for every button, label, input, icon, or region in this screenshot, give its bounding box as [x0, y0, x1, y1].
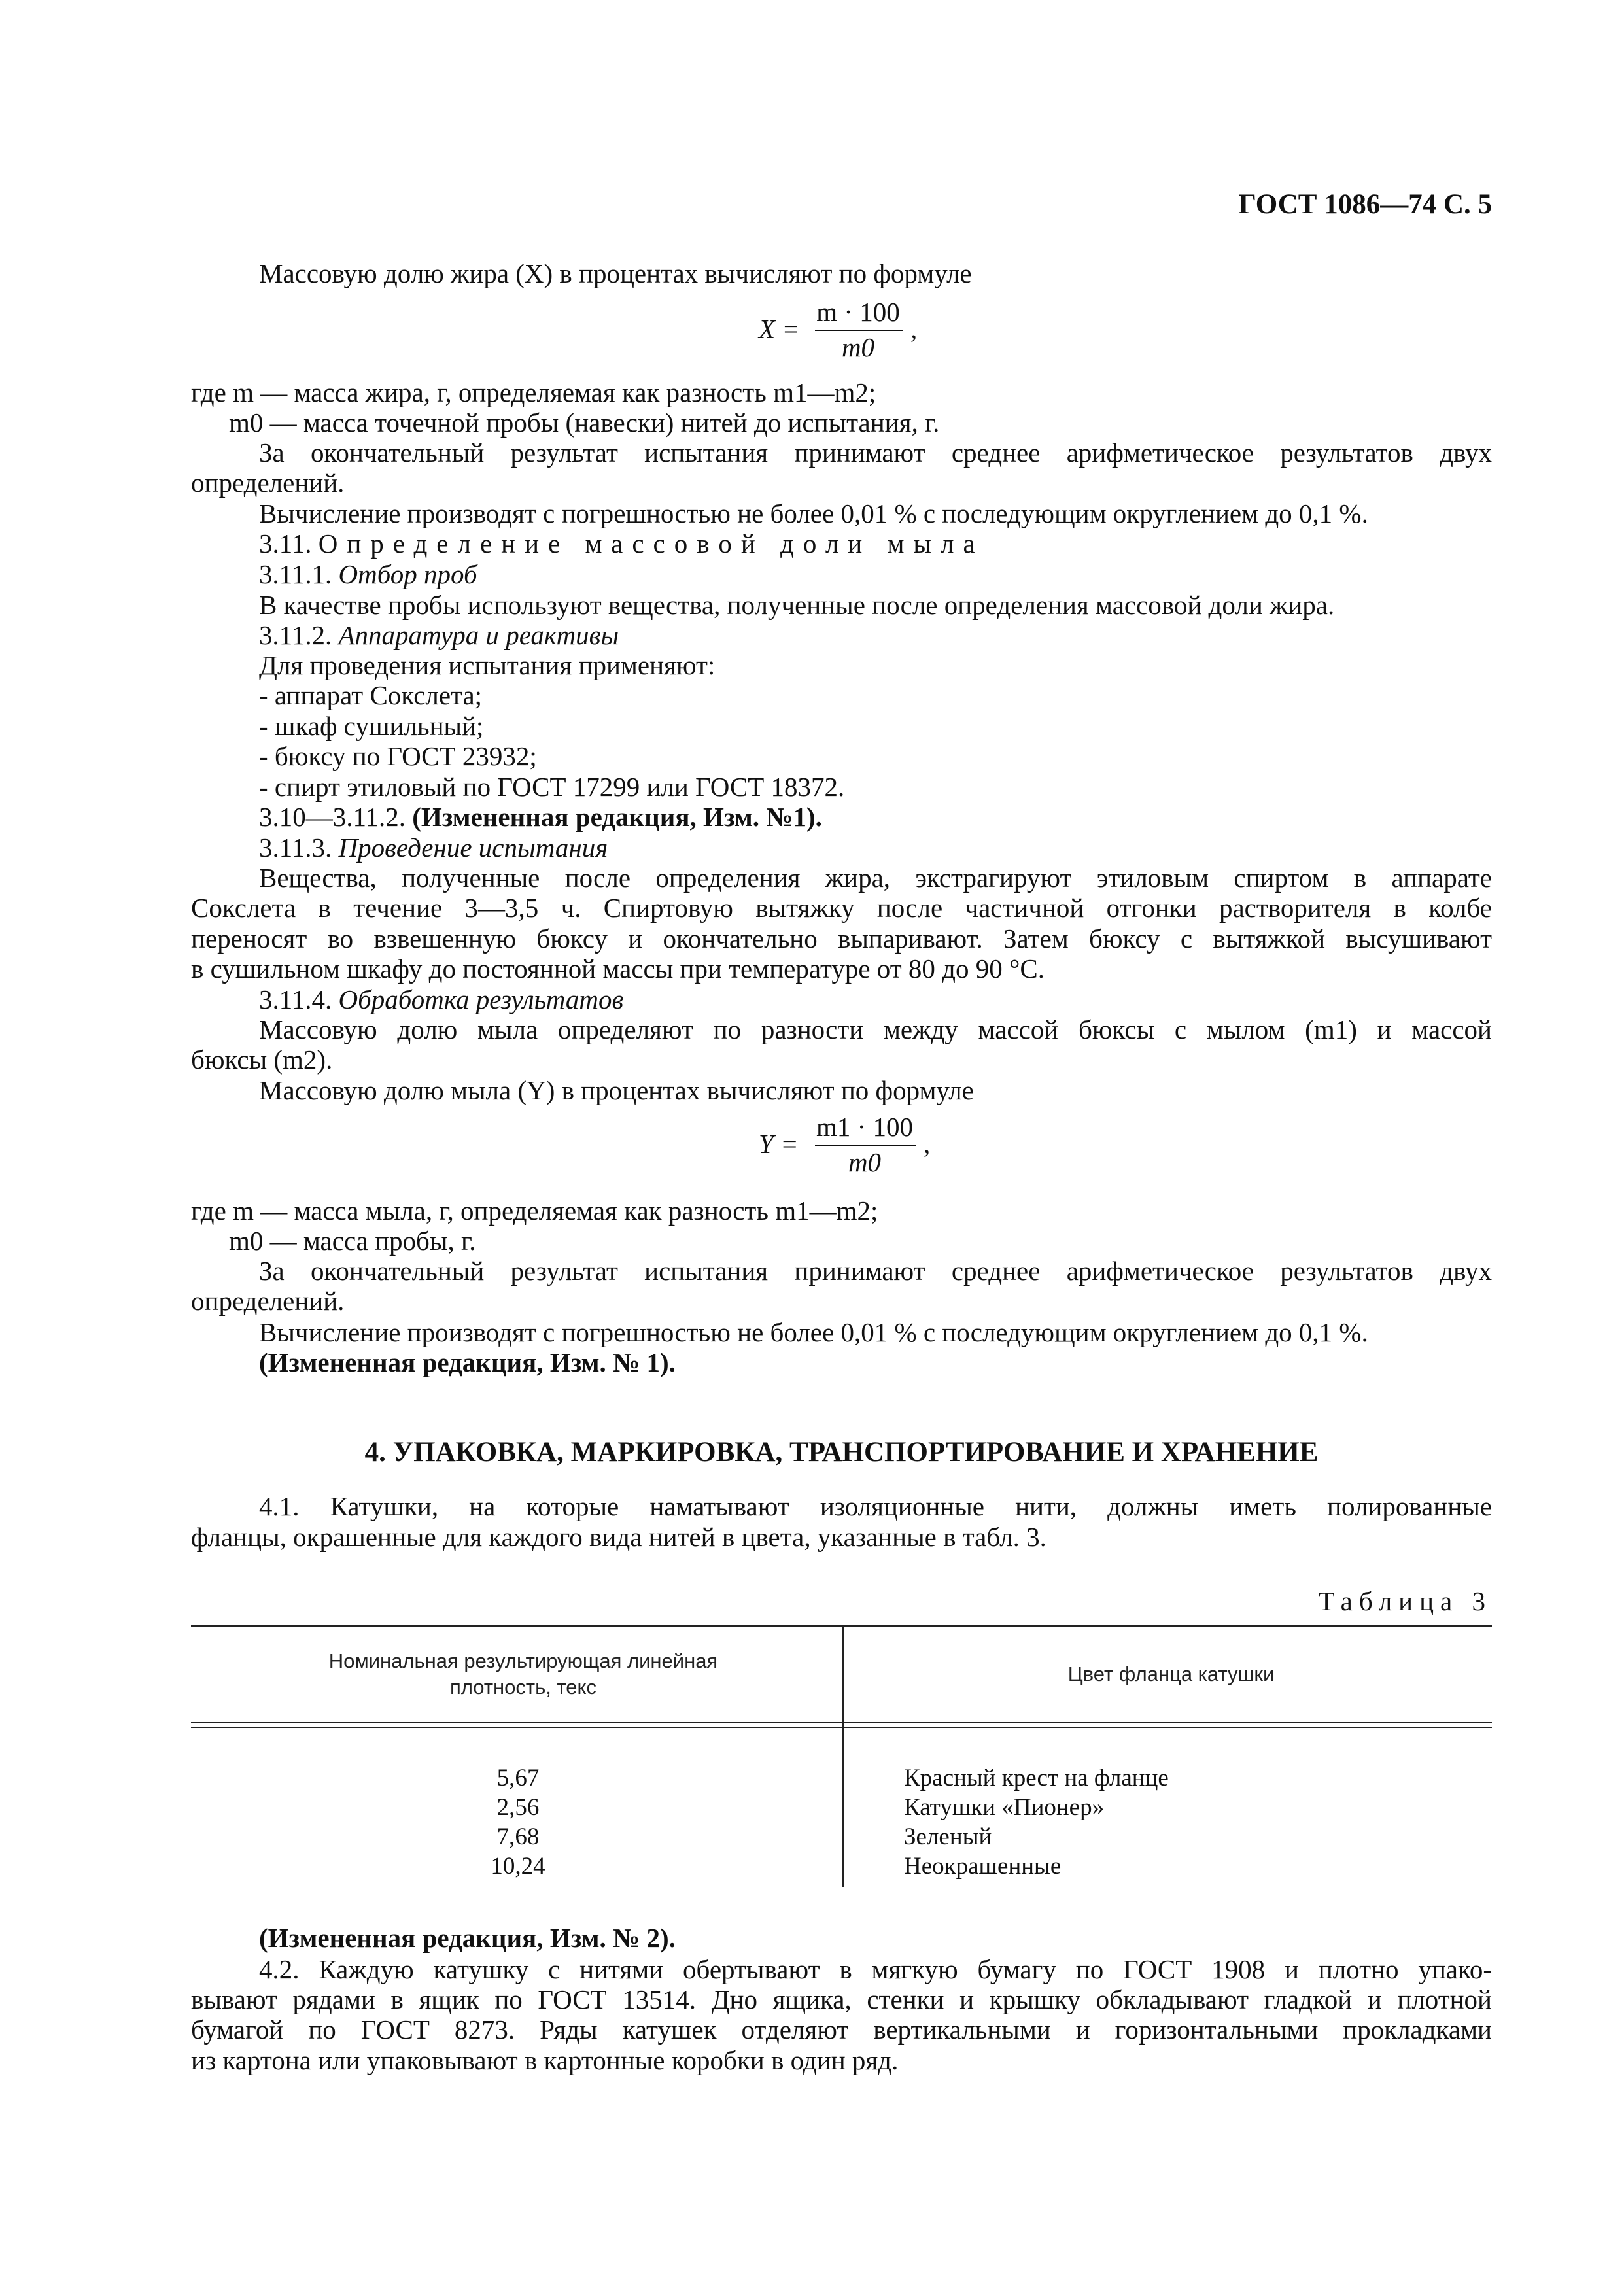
table-col1-header	[275, 1648, 772, 1700]
amendment-note-1-text: (Измененная редакция, Изм. №1).	[412, 802, 822, 832]
results-text-1: Массовую долю мыла определяют по разности между массой бюксы с мылом (m1) и массой	[259, 1014, 1492, 1044]
section-3-11-number: 3.11.	[259, 528, 312, 559]
section-3-11-title: Определение массовой доли мыла	[318, 528, 984, 559]
amendment-note-2: (Измененная редакция, Изм. № 1).	[259, 1347, 676, 1377]
table-cell-density: 5,67	[496, 1765, 540, 1791]
where-soap-1: где m — масса мыла, г, определяемая как разность m1—m2;	[191, 1196, 878, 1226]
table-col2-header: Цвет фланца катушки	[1067, 1663, 1275, 1685]
equipment-item: - бюксу по ГОСТ 23932;	[259, 741, 537, 771]
results-line-2: бюксы (m2).	[191, 1044, 333, 1075]
procedure-line-1	[191, 863, 1492, 893]
soap-calc: Вычисление производят с погрешностью не более 0,01 % с последующим округлением до 0,1 %.	[259, 1317, 1368, 1347]
formula-y-comma: ,	[924, 1129, 931, 1159]
section-3-11-1	[259, 559, 477, 589]
fat-result-text-1: За окончательный результат испытания принимают среднее арифметическое результатов двух	[259, 438, 1492, 468]
section-3-11-3-title: Проведение испытания	[338, 833, 608, 863]
table-header-rule-1	[191, 1722, 1492, 1723]
formula-x-numerator: m · 100	[816, 297, 900, 327]
section-3-11-2-number: 3.11.2.	[259, 620, 332, 650]
procedure-line-2: Сокслета в течение 3—3,5 ч. Спиртовую вытяжку после частичной отгонки растворителя в колбе	[191, 893, 1492, 923]
where-fat-2: m0 — масса точечной пробы (навески) нитей до испытания, г.	[229, 407, 940, 438]
equipment-item: - аппарат Сокслета;	[259, 680, 483, 710]
equipment-item: - спирт этиловый по ГОСТ 17299 или ГОСТ 18372.	[259, 772, 845, 802]
fat-result-line-2: определений.	[191, 468, 345, 498]
p41-line-1	[191, 1491, 1492, 1521]
formula-x-lhs: X =	[759, 314, 800, 344]
table-col1-header-line-1: Номинальная результирующая линейная	[328, 1649, 718, 1672]
soap-result-line-2: определений.	[191, 1286, 345, 1316]
section-3-11-4-title: Обработка результатов	[338, 984, 624, 1014]
table-cell-density: 7,68	[496, 1823, 540, 1850]
section-3-11-1-title: Отбор проб	[338, 559, 477, 589]
p42-text-1: 4.2. Каждую катушку с нитями обертывают в мягкую бумагу по ГОСТ 1908 и плотно упако-	[259, 1954, 1492, 1984]
section-3-11-2	[259, 620, 619, 650]
p42-line-2: вывают рядами в ящик по ГОСТ 13514. Дно ящика, стенки и крышку обкладывают гладкой и плотной	[191, 1984, 1492, 2014]
section-3-11-2-title: Аппаратура и реактивы	[338, 620, 619, 650]
amendment-note-1-ref: 3.10—3.11.2.	[259, 802, 406, 832]
table-cell-density: 2,56	[496, 1794, 540, 1821]
formula-x-bar	[815, 330, 903, 331]
section-3-11	[259, 528, 984, 559]
table-caption: Таблица 3	[1318, 1586, 1492, 1616]
formula-y-numerator: m1 · 100	[816, 1112, 914, 1142]
procedure-text-1: Вещества, полученные после определения жира, экстрагируют этиловым спиртом в аппарате	[259, 863, 1492, 893]
amendment-note-3: (Измененная редакция, Изм. № 2).	[259, 1923, 676, 1953]
p41-line-2: фланцы, окрашенные для каждого вида нитей в цвета, указанные в табл. 3.	[191, 1522, 1046, 1552]
table-column-divider	[842, 1625, 844, 1887]
formula-y-bar	[815, 1145, 916, 1146]
section-3-11-3-number: 3.11.3.	[259, 833, 332, 863]
amendment-note-1	[259, 802, 822, 832]
fat-formula-intro: Массовую долю жира (X) в процентах вычисляют по формуле	[259, 258, 972, 288]
section-3-11-1-text: В качестве пробы используют вещества, полученные после определения массовой доли жира.	[259, 590, 1335, 620]
equipment-item: - шкаф сушильный;	[259, 711, 484, 741]
table-cell-color: Неокрашенные	[904, 1853, 1062, 1880]
where-soap-2: m0 — масса пробы, г.	[229, 1226, 476, 1256]
table-col1-header-line-2: плотность, текс	[450, 1676, 596, 1699]
p42-line-1	[191, 1954, 1492, 1984]
results-line-1	[191, 1014, 1492, 1044]
formula-y-lhs: Y =	[759, 1129, 799, 1159]
fat-result-line-1	[191, 438, 1492, 468]
formula-x-denominator: m0	[841, 332, 875, 362]
equipment-intro: Для проведения испытания применяют:	[259, 650, 716, 680]
table-cell-color: Катушки «Пионер»	[904, 1794, 1105, 1821]
soap-result-text-1: За окончательный результат испытания принимают среднее арифметическое результатов двух	[259, 1256, 1492, 1286]
p42-line-4: из картона или упаковывают в картонные коробки в один ряд.	[191, 2045, 899, 2075]
formula-y-denominator: m0	[848, 1147, 882, 1177]
table-cell-density: 10,24	[491, 1853, 545, 1880]
table-cell-color: Зеленый	[904, 1823, 992, 1850]
table-header-rule-2	[191, 1727, 1492, 1728]
section-3-11-4-number: 3.11.4.	[259, 984, 332, 1014]
procedure-line-3: переносят во взвешенную бюксу и окончательно выпаривают. Затем бюксу с вытяжкой высушивают	[191, 923, 1492, 954]
p42-line-3: бумагой по ГОСТ 8273. Ряды катушек отделяют вертикальными и горизонтальными прокладками	[191, 2014, 1492, 2045]
section-3-11-1-number: 3.11.1.	[259, 559, 332, 589]
p41-text-1: 4.1. Катушки, на которые наматывают изоляционные нити, должны иметь полированные	[259, 1491, 1492, 1521]
where-fat-1: где m — масса жира, г, определяемая как разность m1—m2;	[191, 377, 876, 407]
section-3-11-3	[259, 833, 608, 863]
formula-x-comma: ,	[910, 314, 918, 344]
section-3-11-4	[259, 984, 623, 1014]
page-header: ГОСТ 1086—74 С. 5	[1238, 189, 1492, 220]
soap-formula-intro: Массовую долю мыла (Y) в процентах вычисляют по формуле	[259, 1075, 974, 1105]
section-4-title: 4. УПАКОВКА, МАРКИРОВКА, ТРАНСПОРТИРОВАНИЕ И ХРАНЕНИЕ	[364, 1437, 1319, 1468]
fat-calc: Вычисление производят с погрешностью не более 0,01 % с последующим округлением до 0,1 %.	[259, 498, 1368, 528]
table-cell-color: Красный крест на фланце	[904, 1765, 1169, 1791]
procedure-line-4: в сушильном шкафу до постоянной массы при температуре от 80 до 90 °С.	[191, 954, 1045, 984]
soap-result-line-1	[191, 1256, 1492, 1286]
